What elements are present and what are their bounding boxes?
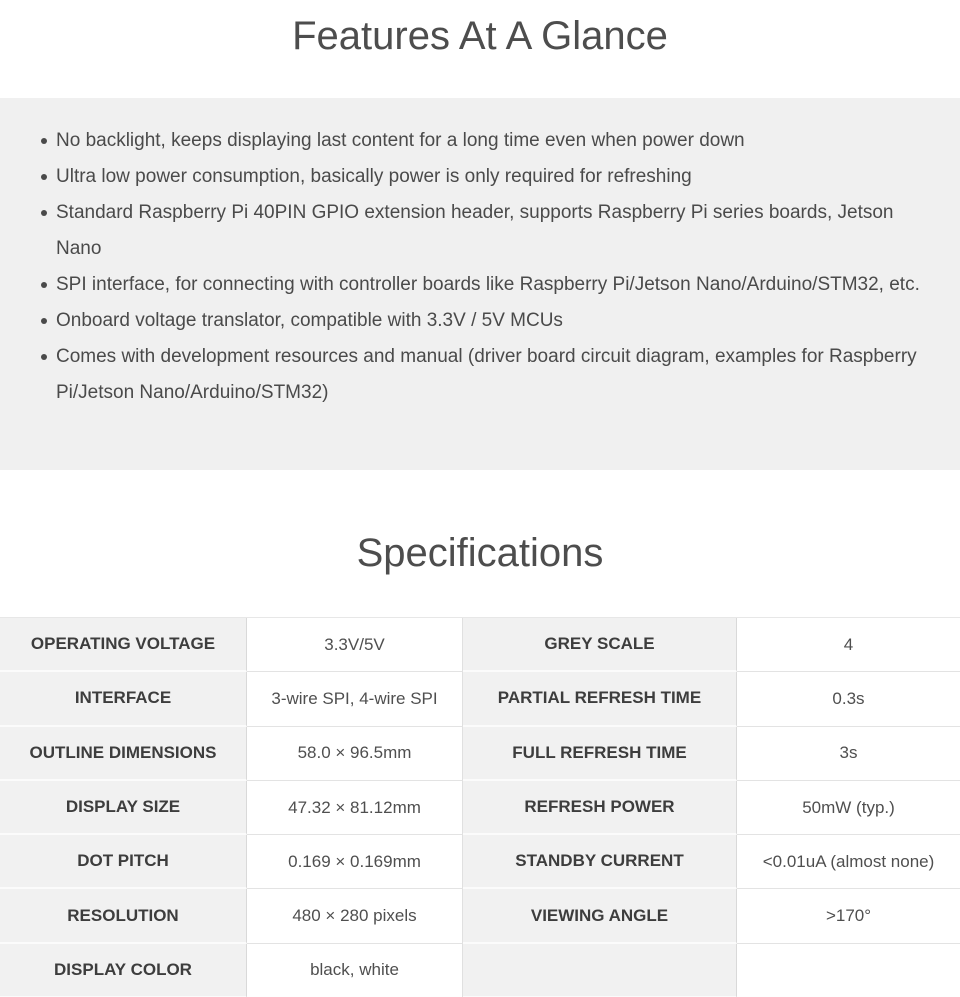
spec-label-cell: GREY SCALE [463,618,737,672]
features-section [0,98,960,470]
features-list [0,98,960,434]
spec-value-cell: 0.169 × 0.169mm [247,835,463,889]
spec-label-cell: DISPLAY SIZE [0,781,247,835]
features-title: Features At A Glance [292,14,668,58]
spec-value-cell: 50mW (typ.) [737,781,960,835]
spec-value-cell: 3.3V/5V [247,618,463,672]
spec-value-cell: <0.01uA (almost none) [737,835,960,889]
spec-label-cell: INTERFACE [0,672,247,726]
spec-label-cell: DOT PITCH [0,835,247,889]
spec-label-cell [463,944,737,997]
spec-label-cell: PARTIAL REFRESH TIME [463,672,737,726]
spec-value-cell: 4 [737,618,960,672]
spec-label-cell: DISPLAY COLOR [0,944,247,997]
spec-label-cell: VIEWING ANGLE [463,889,737,943]
spec-value-cell: 480 × 280 pixels [247,889,463,943]
spec-value-cell: 0.3s [737,672,960,726]
features-header [0,0,960,98]
spec-value-cell [737,944,960,997]
spec-value-cell: 47.32 × 81.12mm [247,781,463,835]
feature-bullet: No backlight, keeps displaying last content for a long time even when power down [56,123,935,159]
spec-label-cell: STANDBY CURRENT [463,835,737,889]
feature-bullet: SPI interface, for connecting with controller boards like Raspberry Pi/Jetson Nano/Arduino/STM32, etc. [56,267,935,303]
specifications-header [0,470,960,617]
feature-bullet: Standard Raspberry Pi 40PIN GPIO extension header, supports Raspberry Pi series boards, Jetson Nano [56,195,935,267]
spec-value-cell: 58.0 × 96.5mm [247,727,463,781]
spec-table [0,617,960,997]
spec-value-cell: 3s [737,727,960,781]
spec-label-cell: OUTLINE DIMENSIONS [0,727,247,781]
specifications-title: Specifications [356,531,604,575]
spec-label-cell: REFRESH POWER [463,781,737,835]
spec-label-cell: RESOLUTION [0,889,247,943]
spec-value-cell: >170° [737,889,960,943]
spec-value-cell: 3-wire SPI, 4-wire SPI [247,672,463,726]
spec-label-cell: FULL REFRESH TIME [463,727,737,781]
spec-label-cell: OPERATING VOLTAGE [0,618,247,672]
feature-bullet: Onboard voltage translator, compatible with 3.3V / 5V MCUs [56,303,935,339]
feature-bullet: Comes with development resources and manual (driver board circuit diagram, examples for Raspberry Pi/Jetson Nano/Arduino/STM32) [56,339,935,411]
feature-bullet: Ultra low power consumption, basically power is only required for refreshing [56,159,935,195]
spec-value-cell: black, white [247,944,463,997]
